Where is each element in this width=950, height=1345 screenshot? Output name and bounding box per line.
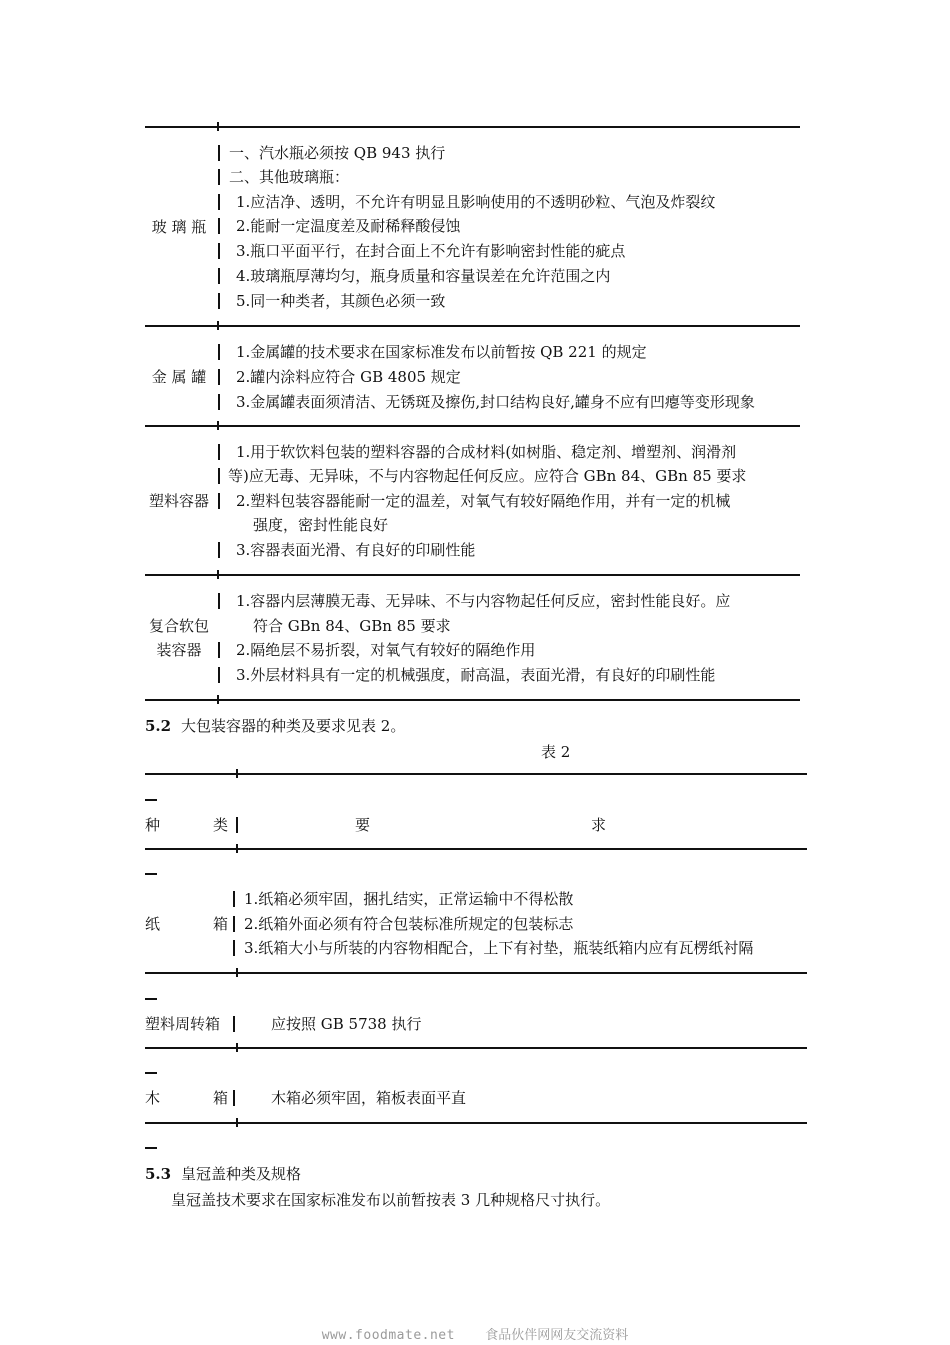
table-rule-stub: [145, 1147, 157, 1149]
table-rule-tick: [236, 844, 238, 853]
requirement-line: 3.外层材料具有一定的机械强度，耐高温，表面光滑，有良好的印刷性能: [236, 666, 716, 684]
category-cell: 金 属 罐: [151, 368, 207, 386]
category-cell: 装容器: [156, 641, 202, 659]
table-rule-tick: [217, 421, 219, 430]
column-bar: [218, 667, 220, 683]
column-bar: [218, 369, 220, 385]
column-bar: [233, 1016, 235, 1032]
requirement-line: 2.罐内涂料应符合 GB 4805 规定: [236, 368, 461, 386]
column-bar: [218, 394, 220, 410]
table-rule: [145, 848, 807, 850]
table-rule: [145, 699, 800, 701]
table-rule-tick: [217, 321, 219, 330]
table-rule-tick: [236, 968, 238, 977]
column-bar: [236, 817, 238, 833]
requirement-line: 3.容器表面光滑、有良好的印刷性能: [236, 541, 476, 559]
table-rule: [145, 1122, 807, 1124]
section-title: 皇冠盖种类及规格: [181, 1165, 302, 1183]
requirement-line: 1.金属罐的技术要求在国家标准发布以前暂按 QB 221 的规定: [236, 343, 647, 361]
column-bar: [218, 169, 220, 185]
column-bar: [233, 1090, 235, 1106]
table-rule: [145, 425, 800, 427]
column-bar: [218, 218, 220, 234]
requirement-line: 符合 GBn 84、GBn 85 要求: [253, 617, 451, 635]
table-rule-tick: [236, 1043, 238, 1052]
table-rule-tick: [217, 570, 219, 579]
column-bar: [218, 293, 220, 309]
section-number: 5.2: [145, 717, 172, 735]
requirement-line: 1.容器内层薄膜无毒、无异味、不与内容物起任何反应，密封性能良好。应: [236, 592, 731, 610]
category-cell: 纸: [145, 915, 161, 933]
table-rule: [145, 773, 807, 775]
requirement-line: 应按照 GB 5738 执行: [271, 1015, 422, 1033]
table-rule: [145, 972, 807, 974]
column-bar: [218, 542, 220, 558]
table-rule: [145, 1047, 807, 1049]
table-rule-stub: [145, 1072, 157, 1074]
table-rule-tick: [236, 1118, 238, 1127]
category-cell: 复合软包: [148, 617, 209, 635]
requirement-line: 2.纸箱外面必须有符合包装标准所规定的包装标志: [244, 915, 574, 933]
requirement-line: 2.塑料包装容器能耐一定的温差，对氧气有较好隔绝作用，并有一定的机械: [236, 492, 731, 510]
section-body: 皇冠盖技术要求在国家标准发布以前暂按表 3 几种规格尺寸执行。: [171, 1191, 611, 1209]
requirement-line: 5.同一种类者，其颜色必须一致: [236, 292, 446, 310]
table-rule-tick: [236, 769, 238, 778]
header-category-a: 种: [145, 816, 161, 834]
category-cell: 塑料周转箱: [145, 1015, 221, 1033]
page-footer: [0, 1324, 950, 1343]
table-rule-stub: [145, 998, 157, 1000]
section-number: 5.3: [145, 1165, 172, 1183]
requirement-line: 2.隔绝层不易折裂，对氧气有较好的隔绝作用: [236, 641, 536, 659]
requirement-line: 1.用于软饮料包装的塑料容器的合成材料(如树脂、稳定剂、增塑剂、润滑剂: [236, 443, 737, 461]
table-rule-tick: [217, 695, 219, 704]
table-rule: [145, 126, 800, 128]
table-rule-stub: [145, 873, 157, 875]
requirement-line: 二、其他玻璃瓶：: [229, 168, 350, 186]
requirement-line: 等)应无毒、无异味，不与内容物起任何反应。应符合 GBn 84、GBn 85 要求: [228, 467, 747, 485]
column-bar: [218, 243, 220, 259]
requirement-line: 1.纸箱必须牢固，捆扎结实，正常运输中不得松散: [244, 890, 574, 908]
category-cell: 塑料容器: [148, 492, 209, 510]
column-bar: [218, 642, 220, 658]
requirement-line: 木箱必须牢固，箱板表面平直: [271, 1089, 467, 1107]
column-bar: [233, 916, 235, 932]
header-requirement-b: 求: [591, 816, 607, 834]
footer-text: 食品伙伴网网友交流资料: [485, 1328, 629, 1343]
category-cell: 箱: [213, 1089, 229, 1107]
requirement-line: 2.能耐一定温度差及耐稀释酸侵蚀: [236, 217, 461, 235]
requirement-line: 1.应洁净、透明，不允许有明显且影响使用的不透明砂粒、气泡及炸裂纹: [236, 193, 716, 211]
column-bar: [233, 891, 235, 907]
category-cell: 玻 璃 瓶: [151, 218, 207, 236]
requirement-line: 3.瓶口平面平行，在封合面上不允许有影响密封性能的疵点: [236, 242, 626, 260]
column-bar: [233, 940, 235, 956]
requirement-line: 3.金属罐表面须清洁、无锈斑及擦伤,封口结构良好,罐身不应有凹瘪等变形现象: [236, 393, 755, 411]
column-bar: [218, 268, 220, 284]
section-text: 大包装容器的种类及要求见表 2。: [181, 717, 406, 735]
column-bar: [218, 194, 220, 210]
footer-url: www.foodmate.net: [321, 1328, 455, 1343]
table-rule-stub: [145, 799, 157, 801]
requirement-line: 3.纸箱大小与所装的内容物相配合，上下有衬垫，瓶装纸箱内应有瓦楞纸衬隔: [244, 939, 754, 957]
column-bar: [218, 493, 220, 509]
column-bar: [218, 444, 220, 460]
header-category-b: 类: [213, 816, 229, 834]
column-bar: [218, 145, 220, 161]
column-bar: [218, 593, 220, 609]
table-rule: [145, 325, 800, 327]
table-rule-tick: [217, 122, 219, 131]
table-rule: [145, 574, 800, 576]
column-bar: [218, 344, 220, 360]
category-cell: 木: [145, 1089, 161, 1107]
column-bar: [218, 468, 220, 484]
table-2-title: 表 2: [541, 743, 571, 761]
header-requirement-a: 要: [355, 816, 371, 834]
category-cell: 箱: [213, 915, 229, 933]
requirement-line: 4.玻璃瓶厚薄均匀，瓶身质量和容量误差在允许范围之内: [236, 267, 611, 285]
requirement-line: 一、汽水瓶必须按 QB 943 执行: [229, 144, 446, 162]
requirement-line: 强度，密封性能良好: [253, 516, 389, 534]
